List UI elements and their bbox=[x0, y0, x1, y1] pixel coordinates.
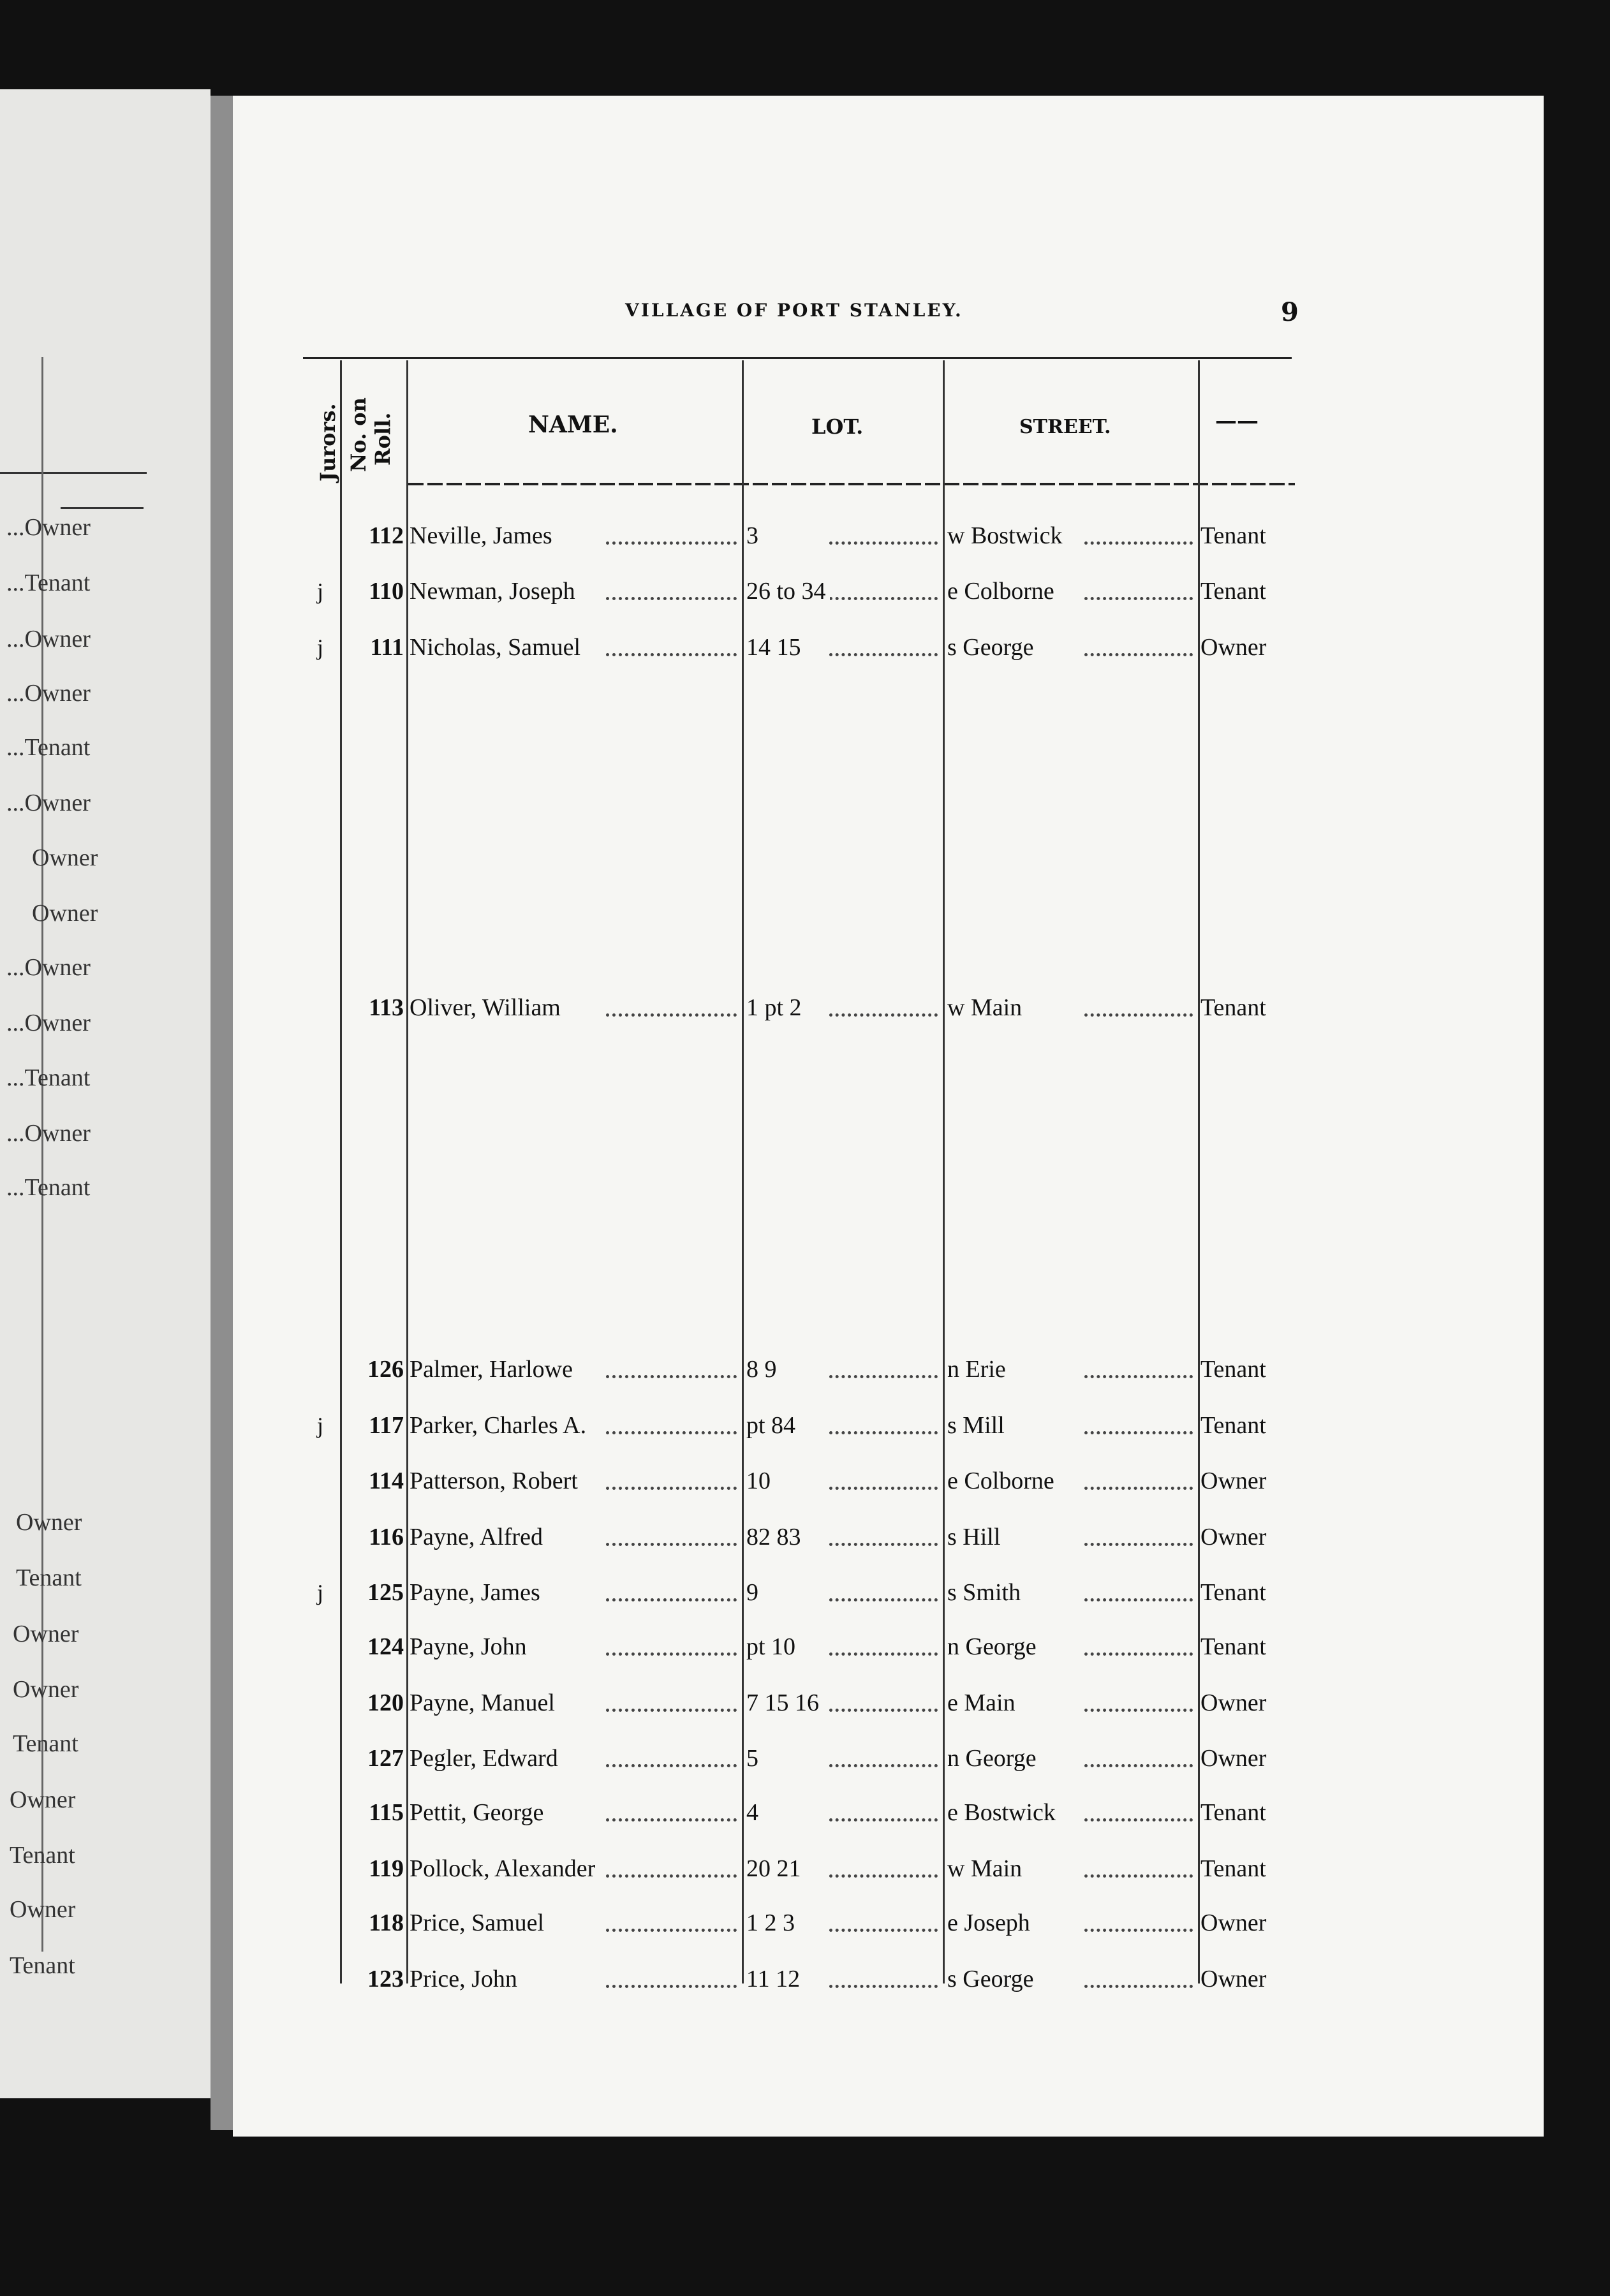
entry-name: Pollock, Alexander bbox=[410, 1853, 599, 1885]
leader-dots bbox=[829, 1760, 938, 1767]
entry-lot: 26 to 34 bbox=[746, 575, 830, 607]
entry-name: Neville, James bbox=[410, 520, 556, 552]
leader-dots bbox=[829, 1814, 938, 1821]
leader-dots bbox=[829, 1539, 938, 1546]
entry-status: Owner bbox=[1200, 1521, 1266, 1553]
leader-dots bbox=[606, 1649, 737, 1656]
column-header-roll-line1: No. on bbox=[346, 397, 371, 472]
table-row bbox=[0, 1521, 1610, 1559]
entry-street: e Colborne bbox=[947, 1465, 1058, 1497]
column-header-lot: LOT. bbox=[811, 415, 864, 439]
leader-dots bbox=[829, 1010, 938, 1017]
entry-street: s George bbox=[947, 1963, 1037, 1995]
table-row bbox=[0, 1853, 1610, 1891]
entry-name: Payne, James bbox=[410, 1577, 544, 1608]
leader-dots bbox=[1084, 1010, 1193, 1017]
entry-street: s Mill bbox=[947, 1409, 1008, 1441]
roll-number: 112 bbox=[369, 522, 404, 549]
page-title: VILLAGE OF PORT STANLEY. bbox=[625, 300, 963, 321]
roll-number: 114 bbox=[369, 1468, 404, 1494]
entry-status: Tenant bbox=[1200, 1853, 1266, 1885]
entry-name: Payne, John bbox=[410, 1631, 531, 1663]
entry-status: Owner bbox=[1200, 1963, 1266, 1995]
entry-name: Parker, Charles A. bbox=[410, 1409, 590, 1441]
column-header-name: NAME. bbox=[528, 411, 618, 438]
facing-page-status: ...Tenant bbox=[6, 1064, 91, 1091]
entry-name: Pegler, Edward bbox=[410, 1742, 562, 1774]
entry-status: Owner bbox=[1200, 1742, 1266, 1774]
leader-dots bbox=[1084, 1760, 1193, 1767]
entry-lot: 4 bbox=[746, 1797, 762, 1829]
leader-dots bbox=[606, 649, 737, 656]
entry-name: Payne, Manuel bbox=[410, 1687, 559, 1719]
roll-number: 115 bbox=[369, 1799, 404, 1826]
leader-dots bbox=[829, 1705, 938, 1712]
entry-status: Tenant bbox=[1200, 1797, 1266, 1829]
column-header-street: STREET. bbox=[1019, 416, 1111, 438]
entry-lot: pt 10 bbox=[746, 1631, 799, 1663]
leader-dots bbox=[1084, 1871, 1193, 1878]
entry-status: Tenant bbox=[1200, 1631, 1266, 1663]
entry-status: Owner bbox=[1200, 1907, 1266, 1939]
leader-dots bbox=[1084, 1483, 1193, 1490]
column-header-roll-line2: Roll. bbox=[371, 412, 395, 466]
table-row bbox=[0, 520, 1610, 558]
entry-street: s Hill bbox=[947, 1521, 1004, 1553]
facing-page-status: ...Owner bbox=[6, 790, 91, 816]
leader-dots bbox=[606, 1981, 737, 1988]
roll-number: 111 bbox=[370, 634, 404, 661]
entry-status: Tenant bbox=[1200, 1409, 1266, 1441]
entry-status: Tenant bbox=[1200, 1577, 1266, 1608]
entry-name: Palmer, Harlowe bbox=[410, 1353, 577, 1385]
leader-dots bbox=[606, 593, 737, 600]
roll-number: 120 bbox=[367, 1689, 404, 1716]
entry-status: Owner bbox=[1200, 1687, 1266, 1719]
entry-lot: 82 83 bbox=[746, 1521, 805, 1553]
entry-name: Oliver, William bbox=[410, 992, 565, 1024]
entry-lot: 10 bbox=[746, 1465, 774, 1497]
table-row bbox=[0, 1742, 1610, 1781]
table-row bbox=[0, 992, 1610, 1030]
table-row bbox=[0, 1577, 1610, 1615]
header-top-rule bbox=[303, 357, 1292, 359]
leader-dots bbox=[606, 1814, 737, 1821]
facing-page-status: Owner bbox=[32, 900, 98, 927]
table-row bbox=[0, 1963, 1610, 2001]
entry-lot: 9 bbox=[746, 1577, 762, 1608]
entry-name: Price, John bbox=[410, 1963, 521, 1995]
roll-number: 125 bbox=[367, 1579, 404, 1606]
facing-page-status: ...Tenant bbox=[6, 570, 91, 596]
facing-page-status: ...Owner bbox=[6, 626, 91, 652]
leader-dots bbox=[1084, 1981, 1193, 1988]
leader-dots bbox=[606, 1483, 737, 1490]
entry-street: n George bbox=[947, 1742, 1040, 1774]
roll-number: 119 bbox=[369, 1855, 404, 1882]
entry-lot: pt 84 bbox=[746, 1409, 799, 1441]
leader-dots bbox=[829, 1594, 938, 1601]
entry-lot: 1 pt 2 bbox=[746, 992, 806, 1024]
entry-status: Tenant bbox=[1200, 520, 1266, 552]
table-row bbox=[0, 1465, 1610, 1503]
facing-page-status: ...Owner bbox=[6, 1120, 91, 1147]
leader-dots bbox=[829, 593, 938, 600]
table-row bbox=[0, 1797, 1610, 1835]
leader-dots bbox=[829, 1649, 938, 1656]
entry-street: n Erie bbox=[947, 1353, 1010, 1385]
entry-street: e Bostwick bbox=[947, 1797, 1060, 1829]
roll-number: 123 bbox=[367, 1966, 404, 1992]
leader-dots bbox=[606, 1010, 737, 1017]
facing-page-rule bbox=[61, 507, 144, 509]
roll-number: 113 bbox=[369, 994, 404, 1021]
facing-page-rule bbox=[0, 472, 147, 474]
table-row bbox=[0, 1353, 1610, 1392]
facing-page-status: Tenant bbox=[10, 1952, 75, 1979]
entry-lot: 8 9 bbox=[746, 1353, 781, 1385]
juror-mark: j bbox=[317, 1580, 324, 1605]
leader-dots bbox=[829, 1871, 938, 1878]
entry-street: e Main bbox=[947, 1687, 1019, 1719]
leader-dots bbox=[606, 1539, 737, 1546]
entry-street: w Main bbox=[947, 1853, 1026, 1885]
leader-dots bbox=[606, 1705, 737, 1712]
leader-dots bbox=[1084, 1539, 1193, 1546]
leader-dots bbox=[1084, 1427, 1193, 1434]
roll-number: 110 bbox=[369, 578, 404, 605]
leader-dots bbox=[829, 649, 938, 656]
entry-lot: 5 bbox=[746, 1742, 762, 1774]
entry-street: n George bbox=[947, 1631, 1040, 1663]
entry-lot: 3 bbox=[746, 520, 762, 552]
entry-status: Owner bbox=[1200, 631, 1266, 663]
leader-dots bbox=[829, 538, 938, 545]
facing-page-status: ...Tenant bbox=[6, 734, 91, 761]
leader-dots bbox=[606, 1871, 737, 1878]
facing-page-status: Owner bbox=[10, 1786, 76, 1813]
facing-page-status: Tenant bbox=[13, 1730, 78, 1757]
table-row bbox=[0, 1409, 1610, 1448]
leader-dots bbox=[1084, 593, 1193, 600]
leader-dots bbox=[829, 1981, 938, 1988]
leader-dots bbox=[829, 1427, 938, 1434]
entry-street: s Smith bbox=[947, 1577, 1024, 1608]
entry-status: Owner bbox=[1200, 1465, 1266, 1497]
juror-mark: j bbox=[317, 635, 324, 660]
entry-status: Tenant bbox=[1200, 992, 1266, 1024]
juror-mark: j bbox=[317, 578, 324, 604]
leader-dots bbox=[829, 1371, 938, 1378]
column-header-jurors: Jurors. bbox=[316, 403, 340, 482]
entry-street: s George bbox=[947, 631, 1037, 663]
leader-dots bbox=[1084, 1814, 1193, 1821]
facing-page-status: ...Owner bbox=[6, 954, 91, 981]
leader-dots bbox=[829, 1925, 938, 1932]
entry-street: e Colborne bbox=[947, 575, 1058, 607]
roll-number: 116 bbox=[369, 1524, 404, 1550]
facing-page-status: Tenant bbox=[16, 1564, 82, 1591]
roll-number: 118 bbox=[369, 1910, 404, 1936]
table-row bbox=[0, 1687, 1610, 1725]
header-bottom-rule bbox=[408, 483, 1295, 485]
entry-name: Pettit, George bbox=[410, 1797, 547, 1829]
facing-page-status: Owner bbox=[13, 1676, 79, 1703]
entry-lot: 20 21 bbox=[746, 1853, 805, 1885]
entry-name: Nicholas, Samuel bbox=[410, 631, 584, 663]
entry-name: Patterson, Robert bbox=[410, 1465, 582, 1497]
leader-dots bbox=[1084, 649, 1193, 656]
leader-dots bbox=[606, 1925, 737, 1932]
table-row bbox=[0, 575, 1610, 614]
facing-page-status: Owner bbox=[13, 1621, 79, 1647]
leader-dots bbox=[1084, 1705, 1193, 1712]
facing-page-status: ...Owner bbox=[6, 1010, 91, 1036]
entry-lot: 1 2 3 bbox=[746, 1907, 799, 1939]
entry-street: w Main bbox=[947, 992, 1026, 1024]
facing-page-status: Owner bbox=[16, 1509, 82, 1536]
juror-mark: j bbox=[317, 1413, 324, 1438]
table-row bbox=[0, 1631, 1610, 1669]
column-header-status: —— bbox=[1215, 408, 1259, 434]
roll-number: 126 bbox=[367, 1356, 404, 1383]
table-row bbox=[0, 631, 1610, 670]
leader-dots bbox=[1084, 1649, 1193, 1656]
roll-number: 117 bbox=[369, 1412, 404, 1439]
facing-page-status: Owner bbox=[32, 844, 98, 871]
leader-dots bbox=[606, 538, 737, 545]
table-row bbox=[0, 1907, 1610, 1945]
page-number: 9 bbox=[1281, 297, 1299, 327]
roll-number: 124 bbox=[367, 1633, 404, 1660]
leader-dots bbox=[606, 1760, 737, 1767]
entry-lot: 14 15 bbox=[746, 631, 805, 663]
entry-street: w Bostwick bbox=[947, 520, 1067, 552]
leader-dots bbox=[606, 1371, 737, 1378]
leader-dots bbox=[1084, 1371, 1193, 1378]
entry-street: e Joseph bbox=[947, 1907, 1034, 1939]
leader-dots bbox=[1084, 538, 1193, 545]
facing-page-status: ...Owner bbox=[6, 514, 91, 541]
entry-lot: 7 15 16 bbox=[746, 1687, 823, 1719]
facing-page-status: Tenant bbox=[10, 1842, 75, 1869]
entry-name: Price, Samuel bbox=[410, 1907, 548, 1939]
leader-dots bbox=[1084, 1594, 1193, 1601]
leader-dots bbox=[829, 1483, 938, 1490]
facing-page-status: ...Tenant bbox=[6, 1174, 91, 1201]
leader-dots bbox=[1084, 1925, 1193, 1932]
entry-status: Tenant bbox=[1200, 575, 1266, 607]
leader-dots bbox=[606, 1427, 737, 1434]
leader-dots bbox=[606, 1594, 737, 1601]
entry-lot: 11 12 bbox=[746, 1963, 804, 1995]
facing-page-status: ...Owner bbox=[6, 680, 91, 707]
entry-name: Payne, Alfred bbox=[410, 1521, 547, 1553]
entry-status: Tenant bbox=[1200, 1353, 1266, 1385]
facing-page-status: Owner bbox=[10, 1896, 76, 1923]
roll-number: 127 bbox=[367, 1745, 404, 1772]
entry-name: Newman, Joseph bbox=[410, 575, 579, 607]
